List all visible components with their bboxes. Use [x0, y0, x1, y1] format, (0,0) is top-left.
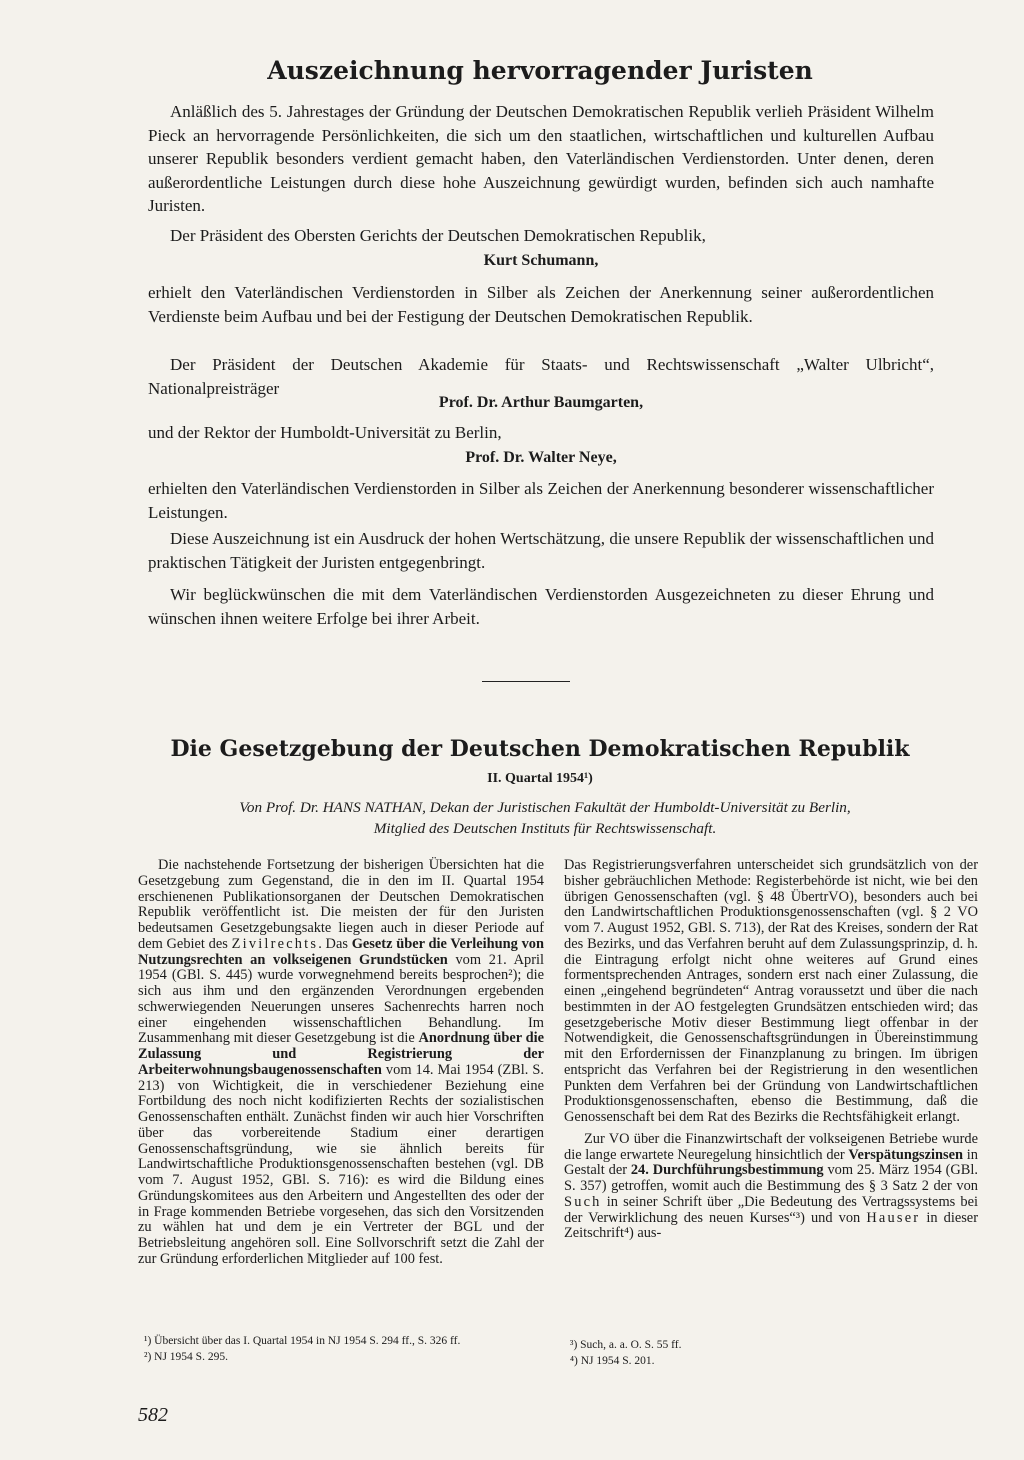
footnote: ³) Such, a. a. O. S. 55 ff. — [570, 1339, 682, 1351]
footnote: ¹) Übersicht über das I. Quartal 1954 in NJ 1954 S. 294 ff., S. 326 ff. — [144, 1335, 461, 1347]
author-line — [150, 797, 940, 839]
section1-paragraph-6: erhielten den Vaterländischen Verdienstorden in Silber als Zeichen der Anerkennung besonderer wissenschaftlicher Leistungen. — [148, 479, 934, 522]
page-number: 582 — [138, 1404, 168, 1426]
author-line-2: Mitglied des Deutschen Instituts für Rechtswissenschaft. — [373, 820, 717, 837]
right-column — [564, 858, 978, 1242]
right-column-paragraph-1: Das Registrierungsverfahren unterscheidet sich grundsätzlich von der bisher gebräuchlichen Methode: Registerbehörde ist nicht, wie bei den übrigen Genossenschaften (vgl. § 48 ÜbertrVO), besonders auch bei den Landwirtschaftlichen Produktionsgenossenschaften (vgl. § 2 VO vom 7. August 1952, GBl. S. 713), der Rat des Kreises, sondern der Rat des Bezirks, und das Verfahren beruht auf dem Zulassungsprinzip, d. h. die Eintragung erfolgt nicht ohne weiteres auf Grund eines formentsprechenden Antrages, sondern erst nach einer Zulassung, die einen „eingehend begründeten“ Antrag voraussetzt und über die nach bestimmten in der AO festgelegten Grundsätzen entschieden wird; das gesetzgeberische Motiv dieser Bestimmung liegt offenbar in der Notwendigkeit, die Genossenschaftsgründungen in Übereinstimmung mit den Erfordernissen der Finanzplanung zu bringen. Im übrigen entspricht das Verfahren bei der Registrierung in den wesentlichen Punkten dem Verfahren bei der Gründung von Landwirtschaftlichen Produktionsgenossenschaften, ebenso die Bestimmung, daß die Genossenschaft bei dem Rat des Bezirks die Rechtsfähigkeit erlangt. — [564, 857, 978, 1125]
section1-paragraph-7: Diese Auszeichnung ist ein Ausdruck der hohen Wertschätzung, die unsere Republik der wissenschaftlichen und praktischen Tätigkeit der Juristen entgegenbringt. — [148, 529, 934, 572]
section1-paragraph-4: Der Präsident der Deutschen Akademie für Staats- und Rechtswissenschaft „Walter Ulbricht“, Nationalpreisträger — [148, 355, 934, 398]
footnote: ⁴) NJ 1954 S. 201. — [570, 1354, 655, 1367]
left-column — [138, 858, 544, 1268]
section1-title: Auszeichnung hervorragender Juristen — [267, 56, 813, 85]
honoree-name-2: Prof. Dr. Arthur Baumgarten, — [438, 394, 644, 411]
footnotes-right — [564, 1338, 970, 1369]
section1-paragraph-2: Der Präsident des Obersten Gerichts der Deutschen Demokratischen Republik, — [170, 226, 706, 245]
section1-paragraph-5: und der Rektor der Humboldt-Universität zu Berlin, — [148, 423, 502, 442]
section-divider — [482, 681, 570, 682]
author-line-1: Von Prof. Dr. HANS NATHAN, Dekan der Juristischen Fakultät der Humboldt-Universität zu Berlin, — [239, 799, 851, 816]
left-column-paragraph: Die nachstehende Fortsetzung der bisherigen Übersichten hat die Gesetzgebung zum Gegenstand, die in den im II. Quartal 1954 erschienenen Publikationsorganen der Deutschen Demokratischen Republik veröffentlicht ist. Die meisten der für den Juristen bedeutsamen Gesetzgebungsakte liegen auch in dieser Periode auf dem Gebiet des Zivilrechts. Das Gesetz über die Verleihung von Nutzungsrechten an volkseigenen Grundstücken vom 21. April 1954 (GBl. S. 445) wurde vorwegnehmend bereits besprochen²); die sich aus ihm und den ergänzenden Verordnungen ergebenden schwerwiegenden Neuerungen unseres Sachenrechts harren noch einer eingehenden wissenschaftlichen Behandlung. Im Zusammenhang mit dieser Gesetzgebung ist die Anordnung über die Zulassung und Registrierung der Arbeiterwohnungsbaugenossenschaften vom 14. Mai 1954 (ZBl. S. 213) von Wichtigkeit, die in verschiedener Beziehung eine Fortbildung des noch nicht kodifizierten Rechts der sozialistischen Genossenschaften enthält. Zunächst finden wir auch hier Vorschriften über das vorbereitende Stadium einer derartigen Genossenschaftsgründung, wie sie ähnlich bereits für Landwirtschaftliche Produktionsgenossenschaften bestehen (vgl. DB vom 7. August 1952, GBl. S. 716): es wird die Bildung eines Gründungskomitees aus den Arbeitern und Angestellten des oder der in Frage kommenden Betriebe vorgesehen, das sich den Vorsitzenden zu wählen hat und dem je ein Vertreter der BGL und der Betriebsleitung angehören soll. Eine Sollvorschrift setzt die Zahl der zur Gründung erforderlichen Mitglieder auf 100 fest. — [138, 857, 545, 1267]
honoree-name-1: Kurt Schumann, — [483, 252, 599, 269]
right-column-paragraph-2: Zur VO über die Finanzwirtschaft der volkseigenen Betriebe wurde die lange erwartete Neuregelung hinsichtlich der Verspätungszinsen in Gestalt der 24. Durchführungsbestimmung vom 25. März 1954 (GBl. S. 357) getroffen, womit auch die Bestimmung des § 3 Satz 2 der von Such in seiner Schrift über „Die Bedeutung des Vertragssystems bei der Verwirklichung des neuen Kurses“³) und von Hauser in dieser Zeitschrift⁴) aus- — [564, 1130, 978, 1242]
section1-paragraph-8: Wir beglückwünschen die mit dem Vaterländischen Verdienstorden Ausgezeichneten zu dieser Ehrung und wünschen ihnen weitere Erfolge bei ihrer Arbeit. — [148, 585, 934, 628]
section2-title: Die Gesetzgebung der Deutschen Demokratischen Republik — [170, 736, 910, 762]
section1-paragraph-3: erhielt den Vaterländischen Verdienstorden in Silber als Zeichen der Anerkennung seiner außerordentlichen Verdienste beim Aufbau und bei der Festigung der Deutschen Demokratischen Republik. — [148, 283, 934, 326]
footnotes-left — [138, 1334, 544, 1365]
footnote: ²) NJ 1954 S. 295. — [144, 1350, 228, 1363]
honoree-name-3: Prof. Dr. Walter Neye, — [465, 449, 617, 466]
section2-subtitle: II. Quartal 1954¹) — [487, 771, 593, 786]
section1-paragraph-1: Anläßlich des 5. Jahrestages der Gründung der Deutschen Demokratischen Republik verlieh Präsident Wilhelm Pieck an hervorragende Persönlichkeiten, die sich um den staatlichen, wirtschaftlichen und kulturellen Aufbau unserer Republik besonders verdient gemacht haben, den Vaterländischen Verdienstorden. Unter denen, deren außerordentliche Leistungen durch diese hohe Auszeichnung gewürdigt wurden, befinden sich auch namhafte Juristen. — [148, 102, 934, 216]
